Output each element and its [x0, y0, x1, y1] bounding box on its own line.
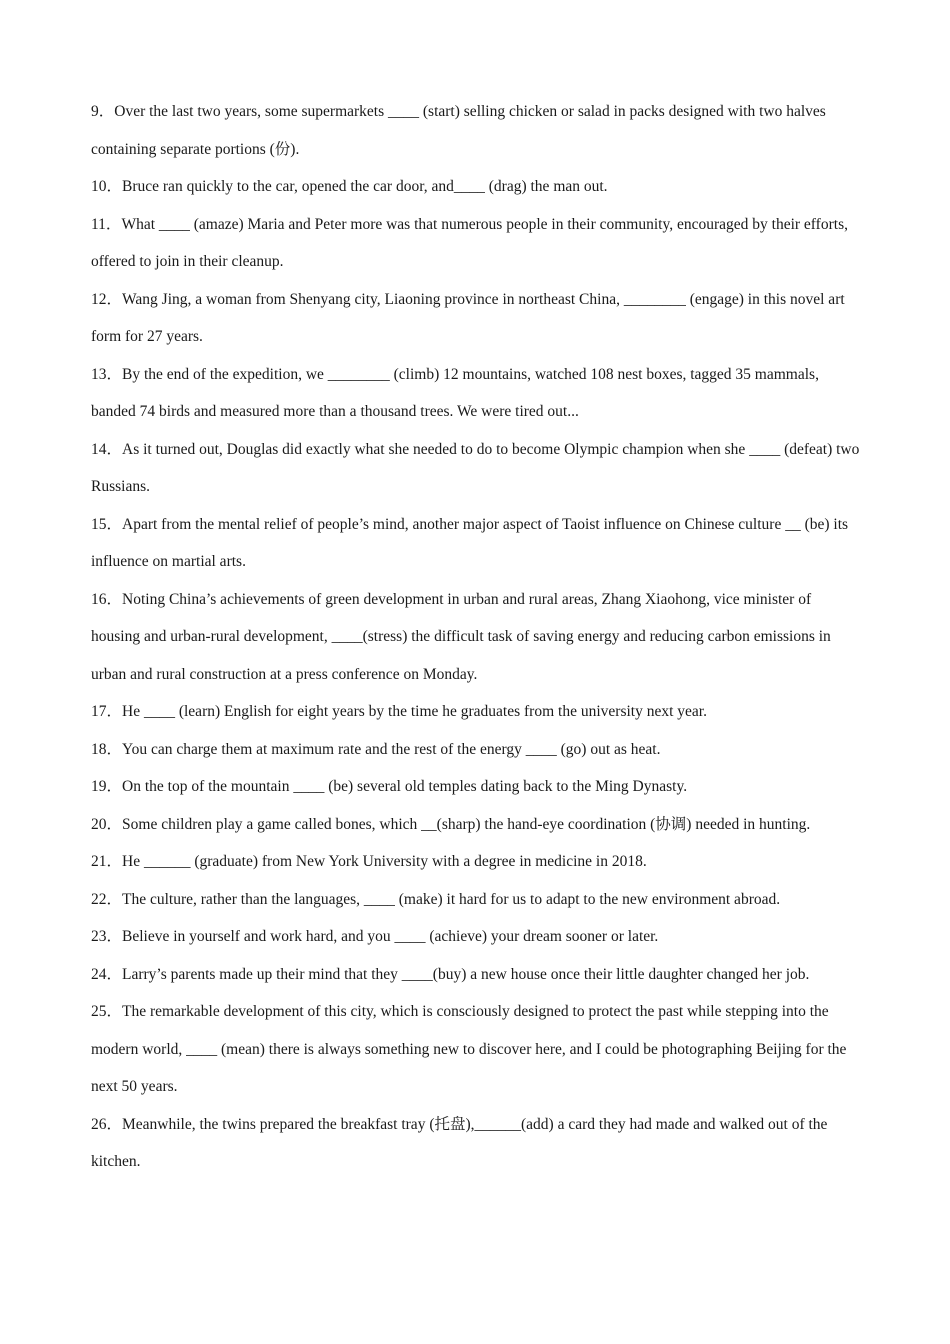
question-item [91, 356, 863, 431]
question-item [91, 93, 863, 168]
question-number: 20． [91, 815, 123, 833]
question-item [91, 806, 863, 844]
question-text: The culture, rather than the languages, ____ (make) it hard for us to adapt to the new environment abroad. [122, 890, 781, 908]
question-number: 9． [91, 103, 115, 120]
question-item [91, 506, 863, 581]
question-text: By the end of the expedition, we ________ (climb) 12 mountains, watched 108 nest boxes, tagged 35 mammals, banded 74 birds and measured more than a thousand trees. We were tired out... [91, 365, 819, 420]
question-item [91, 693, 863, 731]
question-item [91, 881, 863, 919]
question-number: 21． [91, 853, 123, 870]
question-number: 13． [91, 365, 123, 383]
question-text: Meanwhile, the twins prepared the breakfast tray (托盘),______(add) a card they had made and walked out of the kitchen. [91, 1115, 828, 1170]
question-text: As it turned out, Douglas did exactly what she needed to do to become Olympic champion when she ____ (defeat) two Russians. [91, 440, 860, 495]
question-text: The remarkable development of this city, which is consciously designed to protect the past while stepping into the modern world, ____ (mean) there is always something new to discover here, and I could be photographing Beijing for the next 50 years. [91, 1003, 847, 1095]
question-number: 24． [91, 965, 123, 983]
question-item [91, 581, 863, 694]
question-text: You can charge them at maximum rate and the rest of the energy ____ (go) out as heat. [122, 740, 661, 758]
question-item [91, 768, 863, 806]
question-text: Noting China’s achievements of green development in urban and rural areas, Zhang Xiaohong, vice minister of housing and urban-rural development, ____(stress) the difficult task of saving energy and reducing carbon emissions in urban and rural construction at a press conference on Monday. [91, 590, 831, 683]
question-number: 26． [91, 1115, 123, 1133]
question-text: He ____ (learn) English for eight years by the time he graduates from the university next year. [122, 703, 707, 720]
question-item [91, 281, 863, 356]
question-number: 18． [91, 740, 123, 758]
question-number: 19． [91, 778, 123, 795]
question-text: Bruce ran quickly to the car, opened the car door, and____ (drag) the man out. [122, 178, 608, 195]
question-number: 25． [91, 1003, 123, 1020]
question-number: 17． [91, 703, 123, 720]
question-item [91, 918, 863, 956]
question-text: Apart from the mental relief of people’s mind, another major aspect of Taoist influence on Chinese culture __ (be) its influence on martial arts. [91, 515, 849, 570]
question-number: 10． [91, 178, 123, 195]
question-item [91, 1106, 863, 1181]
question-number: 16． [91, 590, 123, 608]
question-text: On the top of the mountain ____ (be) several old temples dating back to the Ming Dynasty. [122, 778, 688, 795]
question-item [91, 206, 863, 281]
question-item [91, 731, 863, 769]
question-number: 15． [91, 515, 123, 533]
question-item [91, 431, 863, 506]
question-text: He ______ (graduate) from New York University with a degree in medicine in 2018. [122, 853, 647, 870]
question-item [91, 956, 863, 994]
question-text: Some children play a game called bones, which __(sharp) the hand-eye coordination (协调) needed in hunting. [122, 815, 811, 833]
question-text: Larry’s parents made up their mind that they ____(buy) a new house once their little daughter changed her job. [122, 965, 810, 983]
question-text: Believe in yourself and work hard, and you ____ (achieve) your dream sooner or later. [122, 928, 659, 945]
question-text: Over the last two years, some supermarkets ____ (start) selling chicken or salad in packs designed with two halves containing separate portions (份). [91, 103, 826, 158]
question-number: 12． [91, 290, 123, 308]
question-number: 14． [91, 440, 123, 458]
question-item [91, 843, 863, 881]
question-number: 23． [91, 928, 123, 945]
question-number: 22． [91, 890, 123, 908]
question-text: What ____ (amaze) Maria and Peter more was that numerous people in their community, encouraged by their efforts, offered to join in their cleanup. [91, 215, 848, 270]
question-list [91, 93, 863, 1181]
question-number: 11． [91, 215, 122, 233]
question-item [91, 993, 863, 1106]
question-text: Wang Jing, a woman from Shenyang city, Liaoning province in northeast China, ________ (engage) in this novel art form for 27 years. [91, 290, 845, 345]
question-item [91, 168, 863, 206]
